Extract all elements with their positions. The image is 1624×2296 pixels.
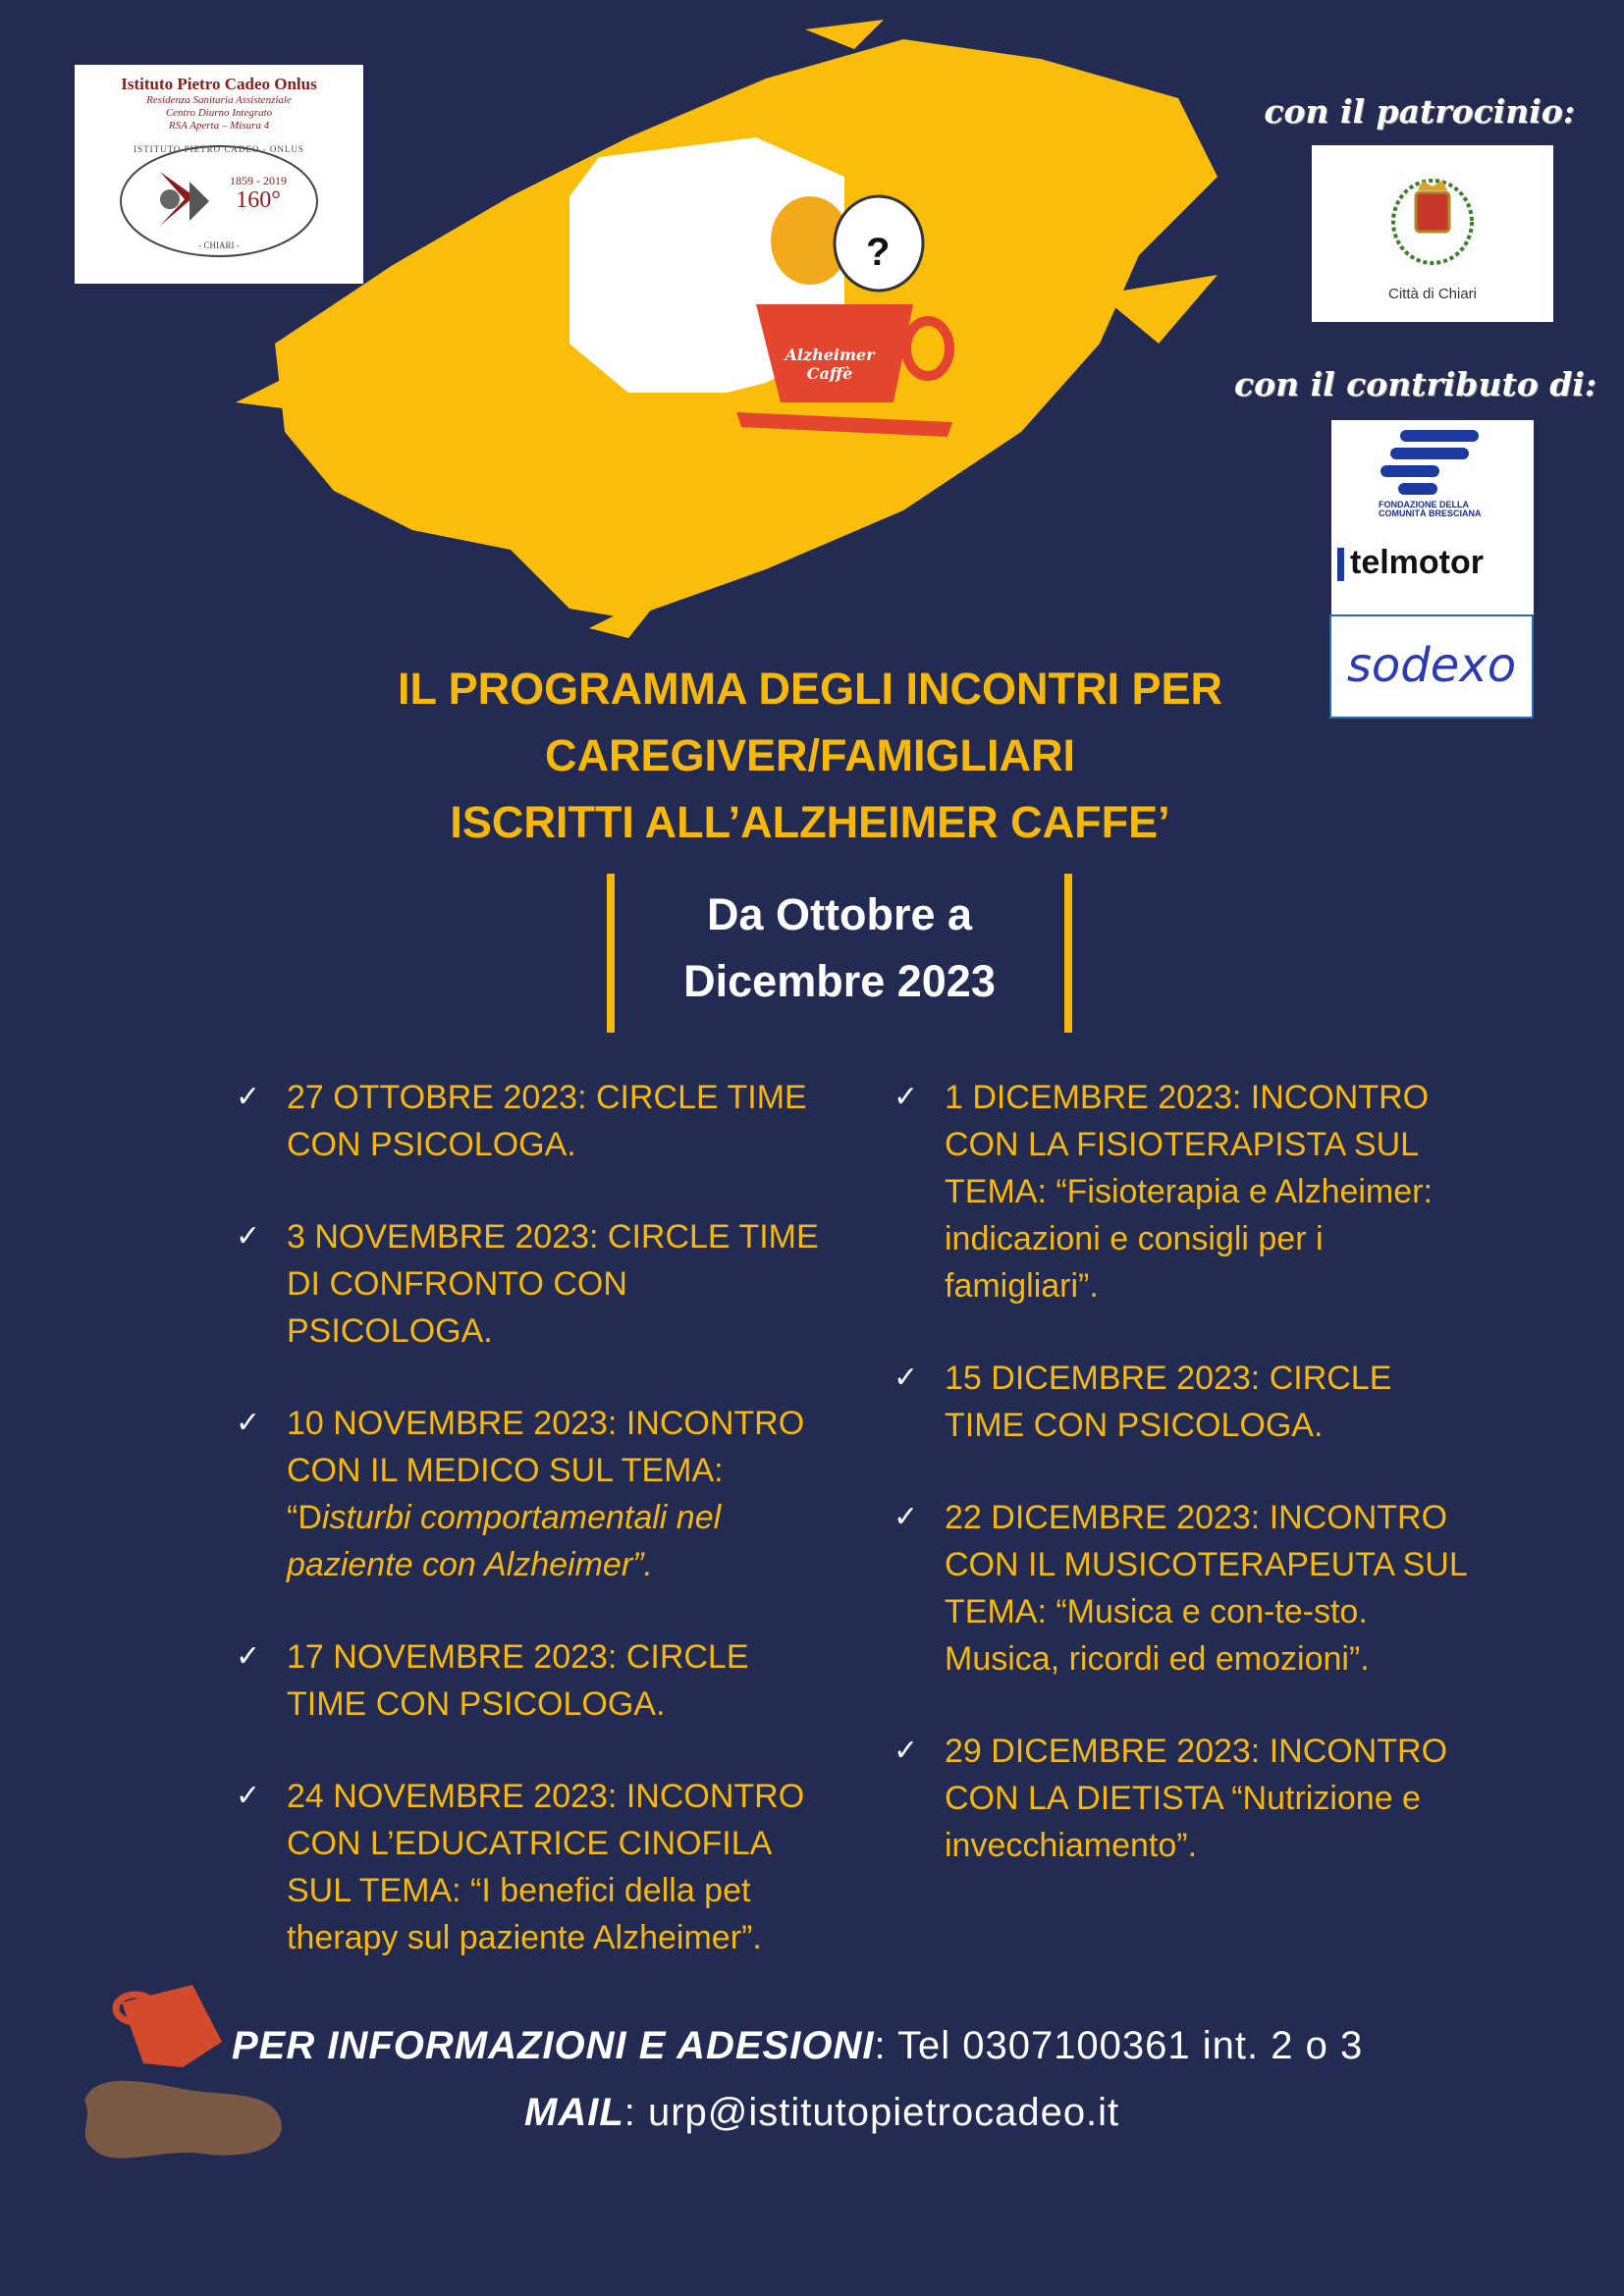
mail-label: MAIL <box>524 2091 624 2134</box>
telmotor-bar-icon <box>1337 548 1344 581</box>
event-text: 15 DICEMBRE 2023: CIRCLE TIME CON PSICOLOGA. <box>945 1360 1392 1444</box>
event-item <box>236 1633 825 1728</box>
event-item <box>893 1728 1473 1869</box>
check-icon: ✓ <box>236 1080 261 1114</box>
event-item <box>236 1400 825 1588</box>
check-icon: ✓ <box>893 1734 919 1768</box>
fondazione-mark-icon <box>1380 424 1489 503</box>
seal-city: - CHIARI - <box>198 240 240 250</box>
check-icon: ✓ <box>893 1361 919 1395</box>
event-item <box>236 1074 825 1168</box>
event-text: 17 NOVEMBRE 2023: CIRCLE TIME CON PSICOLOGA. <box>287 1638 749 1723</box>
svg-text:?: ? <box>866 231 891 274</box>
patronage-label: con il patrocinio: <box>1264 92 1575 131</box>
event-text-italic: isturbi comportamentali nel paziente con Alzheimer”. <box>287 1499 722 1583</box>
cafe-logo-name: Alzheimer Caffè <box>785 346 875 383</box>
event-text: 22 DICEMBRE 2023: INCONTRO CON IL MUSICOTERAPEUTA SUL TEMA: “Musica e con-te-sto. Musica, ricordi ed emozioni”. <box>945 1499 1467 1678</box>
telmotor-text: telmotor <box>1350 544 1484 581</box>
institute-name: Istituto Pietro Cadeo Onlus <box>121 75 317 93</box>
period-line-1: Da Ottobre a <box>706 889 973 939</box>
check-icon: ✓ <box>236 1779 261 1813</box>
contact-mail-line <box>524 2091 1119 2135</box>
institute-seal <box>116 138 322 256</box>
sponsor-telmotor-logo <box>1331 534 1534 591</box>
spilled-cup-icon <box>75 1973 291 2169</box>
check-icon: ✓ <box>236 1406 261 1440</box>
events-right-column <box>893 1074 1473 1869</box>
page-title <box>0 656 1624 856</box>
event-text: 27 OTTOBRE 2023: CIRCLE TIME CON PSICOLOGA. <box>287 1079 807 1163</box>
period-box <box>607 874 1072 1033</box>
chiari-logo <box>1312 145 1553 322</box>
event-text: 24 NOVEMBRE 2023: INCONTRO CON L’EDUCATRICE CINOFILA SUL TEMA: “I benefici della pet therapy sul paziente Alzheimer”. <box>287 1778 805 1956</box>
chiari-caption: Città di Chiari <box>1387 286 1478 302</box>
contribution-label: con il contributo di: <box>1233 365 1597 403</box>
event-item <box>893 1494 1473 1682</box>
event-item <box>236 1213 825 1355</box>
brain-cup-icon <box>727 187 962 452</box>
event-item <box>893 1074 1473 1309</box>
institute-line-3: RSA Aperta – Misura 4 <box>168 120 270 132</box>
contact-phone-line <box>232 2024 1363 2068</box>
phone-text: : Tel 0307100361 int. 2 o 3 <box>874 2024 1364 2067</box>
institute-logo <box>75 65 363 284</box>
event-text: 10 NOVEMBRE 2023: INCONTRO CON IL MEDICO SUL TEMA: “D <box>287 1405 805 1536</box>
sponsor-fondazione-logo <box>1331 420 1534 616</box>
check-icon: ✓ <box>236 1219 261 1254</box>
event-text: 1 DICEMBRE 2023: INCONTRO CON LA FISIOTERAPISTA SUL TEMA: “Fisioterapia e Alzheimer: indicazioni e consigli per i famigliari”. <box>945 1079 1433 1305</box>
seal-anniversary: 160° <box>236 187 281 213</box>
title-line-2: CAREGIVER/FAMIGLIARI <box>544 730 1076 780</box>
title-line-1: IL PROGRAMMA DEGLI INCONTRI PER <box>397 664 1222 714</box>
event-text: 3 NOVEMBRE 2023: CIRCLE TIME DI CONFRONTO CON PSICOLOGA. <box>287 1218 819 1350</box>
check-icon: ✓ <box>893 1080 919 1114</box>
institute-line-2: Centro Diurno Integrato <box>165 107 273 119</box>
period-line-2: Dicembre 2023 <box>683 956 996 1006</box>
check-icon: ✓ <box>893 1500 919 1534</box>
event-item <box>236 1773 825 1961</box>
email-text: : urp@istitutopietrocadeo.it <box>623 2091 1120 2134</box>
event-item <box>893 1355 1473 1449</box>
city-crest-icon <box>1388 163 1477 271</box>
sodexo-text: sodexo <box>1346 638 1517 693</box>
seal-years: 1859 - 2019 <box>230 174 287 187</box>
check-icon: ✓ <box>236 1639 261 1674</box>
fondazione-text: FONDAZIONE DELLA COMUNITÀ BRESCIANA <box>1379 500 1482 518</box>
events-left-column <box>236 1074 825 1961</box>
seal-ring-text: ISTITUTO PIETRO CADEO - ONLUS <box>134 144 304 154</box>
alzheimer-cafe-logo <box>727 187 962 452</box>
info-label: PER INFORMAZIONI E ADESIONI <box>232 2024 875 2067</box>
event-text: 29 DICEMBRE 2023: INCONTRO CON LA DIETISTA “Nutrizione e invecchiamento”. <box>945 1733 1448 1864</box>
institute-line-1: Residenza Sanitaria Assistenziale <box>146 94 292 106</box>
title-line-3: ISCRITTI ALL’ALZHEIMER CAFFE’ <box>450 797 1170 847</box>
